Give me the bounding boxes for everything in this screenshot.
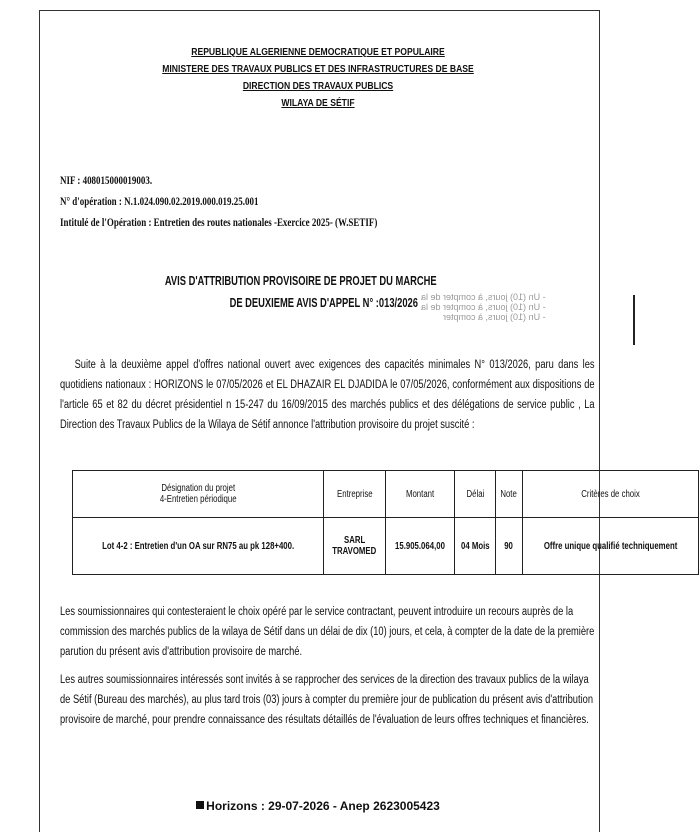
criteres-value: Offre unique qualifié techniquement: [543, 540, 677, 552]
consultation-paragraph: Les autres soumissionnaires intéressés sont invités à se rapprocher des services de la direction des travaux publics de la wilaya de Sétif (Bureau des marchés), au plus tard trois (03) jours à compter du première jour de publication du présent avis d'attribution provisoire de marché, pour prendre connaissance des résultats détaillés de l'évaluation de leurs offres techniques et financières.: [60, 674, 594, 726]
header-montant: [385, 471, 454, 518]
cell-delai: [454, 518, 496, 575]
header-criteres-label: Critères de choix: [580, 488, 640, 500]
bleed-line-1: - Un (10) jours, à compter de la: [421, 292, 546, 302]
header-montant-label: Montant: [405, 488, 434, 500]
cell-criteres: [522, 518, 698, 575]
bullet-square-icon: [196, 801, 204, 809]
intro-paragraph: Suite à la deuxième appel d'offres national ouvert avec exigences des capacités minimales N° 013/2026, paru dans les quotidiens nationaux : HORIZONS le 07/05/2026 et EL DHAZAIR EL DJADIDA le 07/05/2026, conformément aux dispositions de l'article 65 et 82 du décret présidentiel n 15-247 du 16/09/2015 des marchés publics et des délégations de service public , La Direction des Travaux Publics de la Wilaya de Sétif annonce l'attribution provisoire du projet suscité :: [60, 359, 595, 431]
operation-metadata: [60, 171, 377, 234]
document-header: [57, 44, 579, 112]
header-republic: REPUBLIQUE ALGERIENNE DEMOCRATIQUE ET POPULAIRE: [191, 46, 445, 58]
cell-note: [496, 518, 522, 575]
header-designation-line2: 4-Entretien périodique: [159, 494, 237, 505]
header-delai-label: Délai: [466, 488, 484, 500]
title-line-1: AVIS D'ATTRIBUTION PROVISOIRE DE PROJET DU MARCHE: [164, 273, 437, 288]
bleed-through-text: [421, 292, 546, 322]
header-designation: [73, 471, 324, 518]
nif-line: NIF : 408015000019003.: [60, 175, 153, 187]
note-value: 90: [504, 540, 514, 552]
header-note: [496, 471, 522, 518]
award-table: [72, 470, 699, 575]
publication-footer: [0, 799, 636, 813]
operation-title-line: Intitulé de l'Opération : Entretien des routes nationales -Exercice 2025- (W.SETIF): [60, 217, 378, 229]
header-delai: [454, 471, 496, 518]
header-criteres: [522, 471, 698, 518]
closing-section: [60, 602, 599, 738]
entreprise-value-line2: TRAVOMED: [332, 546, 377, 557]
header-entreprise-label: Entreprise: [336, 488, 373, 500]
montant-value: 15.905.064,00: [394, 540, 445, 552]
header-direction: DIRECTION DES TRAVAUX PUBLICS: [242, 80, 394, 92]
entreprise-value-line1: SARL: [343, 535, 366, 546]
header-ministry: MINISTERE DES TRAVAUX PUBLICS ET DES INFRASTRUCTURES DE BASE: [162, 63, 474, 75]
scan-edge-mark: [633, 295, 635, 345]
designation-value: Lot 4-2 : Entretien d'un OA sur RN75 au pk 128+400.: [102, 540, 295, 552]
operation-number-line: N° d'opération : N.1.024.090.02.2019.000.019.25.001: [60, 196, 259, 208]
table-row: [73, 518, 699, 575]
header-note-label: Note: [500, 488, 518, 500]
header-wilaya: WILAYA DE SÉTIF: [281, 97, 355, 109]
cell-montant: [385, 518, 454, 575]
recours-paragraph: Les soumissionnaires qui contesteraient le choix opéré par le service contractant, peuvent introduire un recours auprès de la commission des marchés publics de la wilaya de Sétif dans un délai de dix (10) jours, et cela, à compter de la date de la première parution du présent avis d'attribution provisoire de marché.: [60, 606, 595, 658]
delai-value: 04 Mois: [460, 540, 490, 552]
cell-designation: [73, 518, 324, 575]
table-header-row: [73, 471, 699, 518]
bleed-line-2: - Un (10) jours, à compter de la: [421, 302, 546, 312]
header-designation-line1: Désignation du projet: [161, 483, 235, 494]
footer-text: Horizons : 29-07-2026 - Anep 2623005423: [206, 799, 440, 813]
header-entreprise: [324, 471, 385, 518]
bleed-line-3: - Un (10) jours, à compter: [443, 312, 546, 322]
cell-entreprise: [324, 518, 385, 575]
title-line-2: DE DEUXIEME AVIS D'APPEL N° :013/2026: [229, 295, 418, 310]
